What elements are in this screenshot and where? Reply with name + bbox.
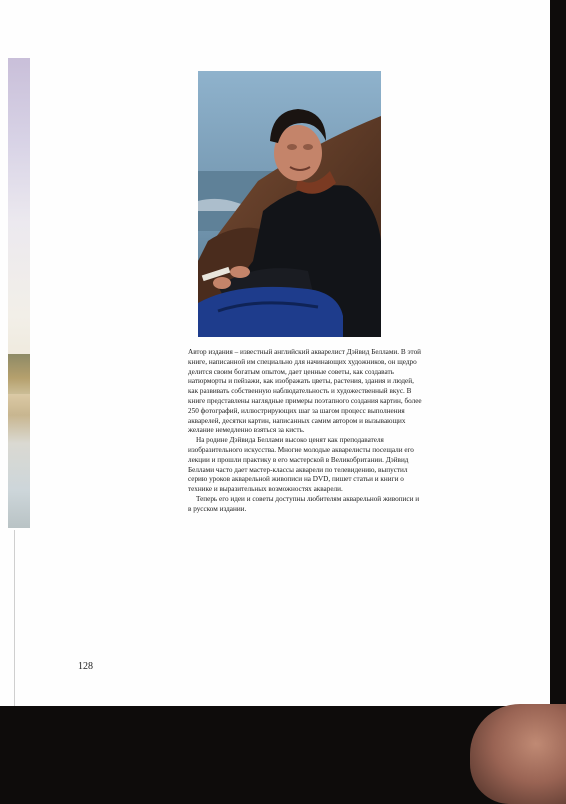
description-paragraph: Автор издания – известный английский акварелист Дэйвид Беллами. В этой книге, написанной им специально для начинающих художников, он щедро делится своим богатым опытом, дает ценные советы, как создавать натюрморты и пейзажи, как изображать цветы, растения, здания и людей, как развивать собственную наблюдательность и художественный вкус. В книге представлены наглядные примеры поэтапного создания картин, более 250 фотографий, иллюстрирующих шаг за шагом процесс выполнения акварелей, десятки картин, написанных самим автором и вызывающих желание немедленно взяться за кисть.	[188, 348, 422, 435]
hand-holding-page	[470, 704, 566, 804]
page-edge-line	[14, 530, 15, 706]
description-paragraph: Теперь его идеи и советы доступны любителям акварельной живописи и в русском издании.	[188, 494, 420, 513]
page-number: 128	[78, 661, 93, 672]
book-description-text	[188, 348, 424, 515]
previous-page-edge	[8, 58, 30, 528]
description-paragraph: На родине Дэйвида Беллами высоко ценят как преподавателя изобразительного искусства. Многие молодые акварелисты посещали его лекции и прошли практику в его мастерской в Великобритании. Дэйвид Беллами часто дает мастер-классы акварели по телевидению, выпустил серию уроков акварельной живописи на DVD, пишет статьи и книги о технике и выразительных возможностях акварели.	[188, 436, 414, 494]
author-portrait-photo	[198, 71, 381, 337]
